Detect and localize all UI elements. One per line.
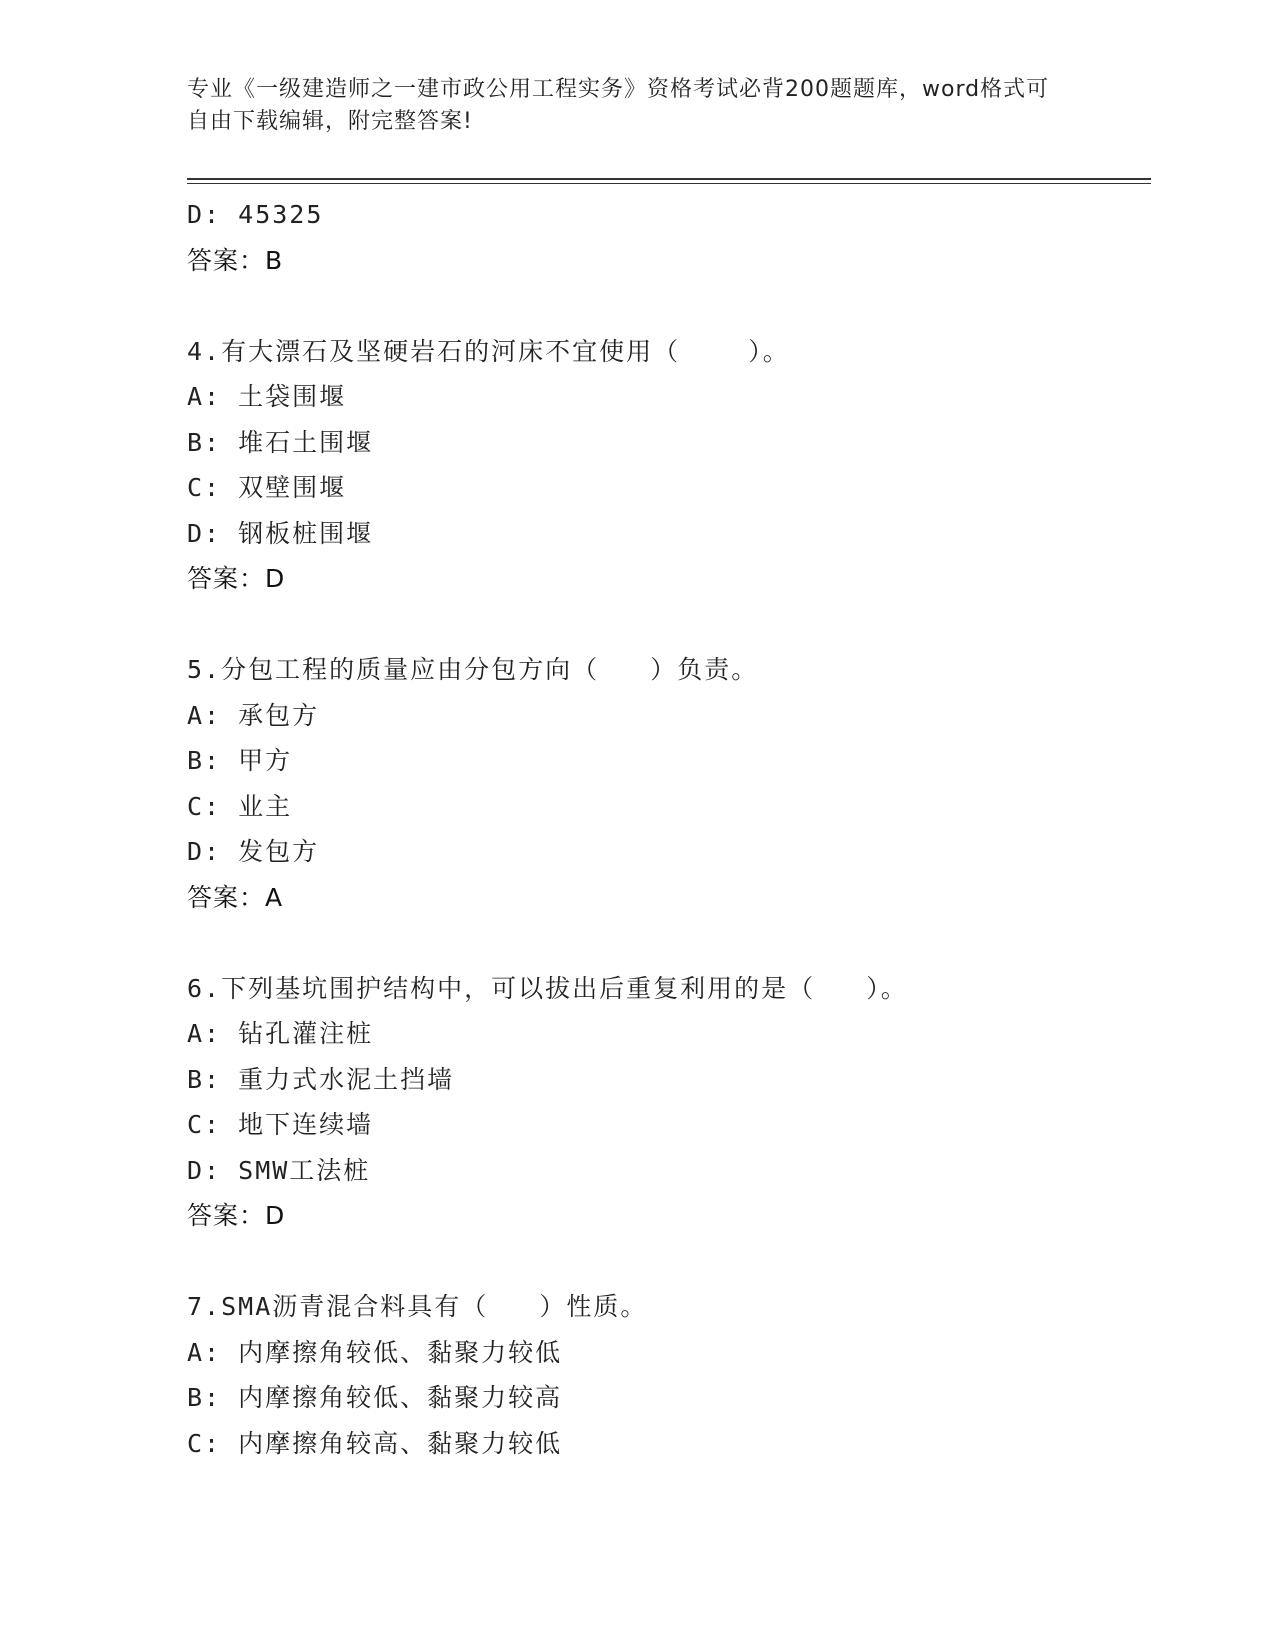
question-block: [187, 1284, 1147, 1466]
option-a: A: 土袋围堰: [187, 382, 347, 411]
spacer: [187, 920, 1147, 966]
question-block: [187, 647, 1147, 920]
option-d: D: SMW工法桩: [187, 1155, 371, 1185]
option-b: B: 甲方: [187, 746, 293, 775]
option-c: C: 地下连续墙: [187, 1110, 374, 1139]
question-stem: 7.SMA沥青混合料具有（ ）性质。: [187, 1292, 648, 1321]
answer-line: 答案：D: [187, 1201, 286, 1230]
question-block: [187, 966, 1147, 1239]
question-stem: 4.有大漂石及坚硬岩石的河床不宜使用（ ）。: [187, 336, 790, 366]
option-a: A: 内摩擦角较低、黏聚力较低: [187, 1337, 563, 1367]
answer-line: 答案：A: [187, 882, 284, 912]
question-stem: 6.下列基坑围护结构中，可以拔出后重复利用的是（ ）。: [187, 973, 908, 1003]
question-stem: 5.分包工程的质量应由分包方向（ ）负责。: [187, 655, 759, 684]
option-b: B: 重力式水泥土挡墙: [187, 1064, 455, 1094]
option-c: C: 业主: [187, 791, 293, 821]
option-d: D: 钢板桩围堰: [187, 518, 374, 548]
document-body: [187, 192, 1147, 1466]
option-b: B: 堆石土围堰: [187, 427, 374, 457]
answer-line: 答案：D: [187, 564, 286, 593]
option-c: C: 内摩擦角较高、黏聚力较低: [187, 1428, 563, 1458]
question-block: [187, 329, 1147, 602]
option-a: A: 承包方: [187, 700, 320, 730]
option-c: C: 双壁围堰: [187, 473, 347, 502]
spacer: [187, 1239, 1147, 1285]
answer-line: 答案：B: [187, 245, 284, 275]
document-header: 专业《一级建造师之一建市政公用工程实务》资格考试必背200题题库，word格式可自由下载编辑，附完整答案!: [187, 77, 1050, 134]
spacer: [187, 283, 1147, 329]
option-d: D: 发包方: [187, 837, 320, 866]
header-divider-thin: [187, 183, 1151, 184]
header-divider: [187, 178, 1151, 180]
spacer: [187, 602, 1147, 648]
option-b: B: 内摩擦角较低、黏聚力较高: [187, 1383, 563, 1412]
option-a: A: 钻孔灌注桩: [187, 1019, 374, 1048]
option-d: D: 45325: [187, 200, 324, 229]
